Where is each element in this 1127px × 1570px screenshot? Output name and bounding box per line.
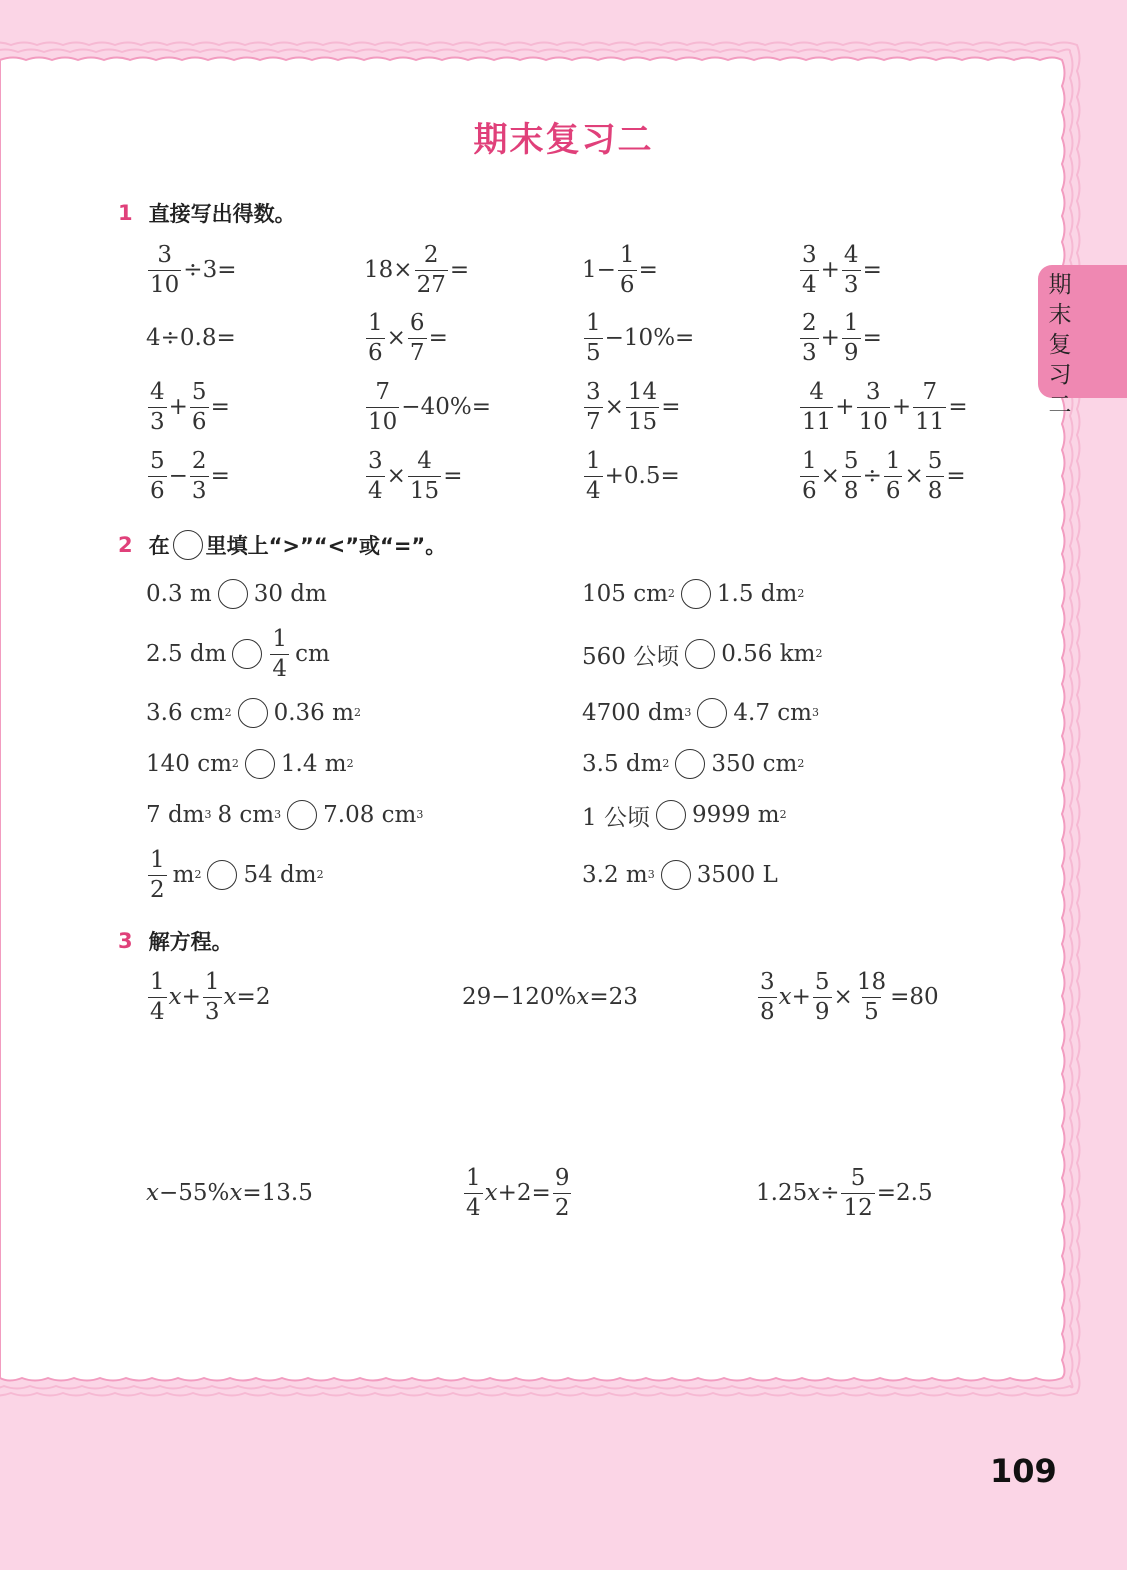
compare-problem: 3.2 m 3 3500 L [582, 862, 778, 888]
answer-circle[interactable] [697, 698, 727, 728]
fraction: $\frac{1}{2}$ [150, 846, 165, 903]
fraction: $\frac{5}{6}$ [150, 447, 165, 504]
section-number: 3 [118, 929, 133, 953]
fraction: $\frac{3}{10}$ [858, 378, 888, 435]
answer-circle[interactable] [218, 579, 248, 609]
answer-circle[interactable] [685, 639, 715, 669]
fraction: $\frac{5}{9}$ [814, 968, 830, 1025]
fraction: $\frac{4}{11}$ [802, 378, 832, 435]
fraction: $\frac{1}{4}$ [272, 625, 288, 682]
compare-problem: 1 公顷 9999 m 2 [582, 802, 787, 831]
section-1-heading [118, 198, 296, 228]
arith-problem: 1 − $\frac{1}{6}$ = [582, 241, 658, 298]
answer-circle[interactable] [287, 800, 317, 830]
fraction: $\frac{6}{7}$ [409, 309, 425, 366]
section-number: 1 [118, 201, 133, 225]
fraction: $\frac{7}{11}$ [915, 378, 945, 435]
answer-circle[interactable] [675, 749, 705, 779]
answer-circle[interactable] [245, 749, 275, 779]
answer-circle[interactable] [232, 639, 262, 669]
equation: $\frac{1}{4}$ x + 2 = $\frac{9}{2}$ [466, 1164, 570, 1221]
arith-problem: $\frac{1}{6}$ × $\frac{6}{7}$ = [368, 309, 448, 366]
arith-problem: $\frac{2}{3}$ + $\frac{1}{9}$ = [802, 309, 882, 366]
arith-problem: $\frac{1}{4}$ + 0.5 = [586, 447, 680, 504]
fraction: $\frac{3}{8}$ [760, 968, 775, 1025]
fraction: $\frac{7}{10}$ [368, 378, 398, 435]
section-2-heading [118, 530, 446, 560]
fraction: $\frac{3}{10}$ [150, 241, 180, 298]
fraction: $\frac{5}{8}$ [927, 447, 943, 504]
arith-problem: 18 × $\frac{2}{27}$ = [364, 241, 470, 298]
arith-problem: $\frac{4}{11}$ + $\frac{3}{10}$ + $\frac{7}{11}$ = [802, 378, 968, 435]
equation: 1.25 x ÷ $\frac{5}{12}$ = 2.5 [756, 1164, 933, 1221]
arith-problem: $\frac{4}{3}$ + $\frac{5}{6}$ = [150, 378, 230, 435]
answer-circle[interactable] [207, 860, 237, 890]
fraction: $\frac{18}{5}$ [856, 968, 887, 1025]
compare-problem: 7 dm 3 8 cm 3 7.08 cm 3 [146, 802, 424, 828]
fraction: $\frac{1}{6}$ [802, 447, 817, 504]
equation: $\frac{3}{8}$ x + $\frac{5}{9}$ × $\frac{18}{5}$ = 80 [760, 968, 939, 1025]
fraction: $\frac{14}{15}$ [627, 378, 658, 435]
fraction: $\frac{4}{15}$ [409, 447, 440, 504]
compare-problem: 140 cm 2 1.4 m 2 [146, 751, 354, 777]
fraction: $\frac{1}{4}$ [466, 1164, 481, 1221]
arith-problem: $\frac{7}{10}$ − 40% = [368, 378, 491, 435]
arith-problem: $\frac{3}{7}$ × $\frac{14}{15}$ = [586, 378, 681, 435]
compare-problem: $\frac{1}{2}$ m 2 54 dm 2 [150, 846, 324, 903]
equation: 29 − 120% x = 23 [462, 984, 638, 1010]
fraction: $\frac{1}{6}$ [619, 241, 635, 298]
fraction: $\frac{4}{3}$ [843, 241, 859, 298]
compare-problem: 3.5 dm 2 350 cm 2 [582, 751, 805, 777]
page-number: 109 [990, 1452, 1057, 1490]
fraction: $\frac{2}{27}$ [416, 241, 446, 298]
page-title: 期末复习二 [473, 120, 654, 160]
compare-problem: 3.6 cm 2 0.36 m 2 [146, 700, 361, 726]
fraction: $\frac{3}{7}$ [586, 378, 601, 435]
arith-problem: $\frac{3}{4}$ + $\frac{4}{3}$ = [802, 241, 882, 298]
compare-problem: 105 cm 2 1.5 dm 2 [582, 581, 805, 607]
compare-problem: 4700 dm 3 4.7 cm 3 [582, 700, 819, 726]
arith-problem: $\frac{3}{4}$ × $\frac{4}{15}$ = [368, 447, 463, 504]
side-tab-label: 期末复习二 [1048, 272, 1072, 418]
fraction: $\frac{1}{6}$ [885, 447, 901, 504]
fraction: $\frac{2}{3}$ [802, 309, 817, 366]
arith-problem: 4 ÷ 0.8 = [146, 325, 236, 351]
compare-problem: 0.3 m 30 dm [146, 581, 327, 607]
fraction: $\frac{9}{2}$ [554, 1164, 570, 1221]
arith-problem: $\frac{5}{6}$ − $\frac{2}{3}$ = [150, 447, 230, 504]
section-instruction: 解方程。 [148, 930, 233, 954]
equation: $\frac{1}{4}$ x + $\frac{1}{3}$ x = 2 [150, 968, 271, 1025]
fraction: $\frac{5}{12}$ [843, 1164, 873, 1221]
answer-circle[interactable] [656, 800, 686, 830]
fraction: $\frac{1}{6}$ [368, 309, 383, 366]
section-number: 2 [118, 533, 133, 557]
fraction: $\frac{1}{5}$ [586, 309, 601, 366]
fraction: $\frac{1}{4}$ [586, 447, 601, 504]
fraction: $\frac{4}{3}$ [150, 378, 165, 435]
arith-problem: $\frac{3}{10}$ ÷ 3 = [150, 241, 237, 298]
section-instruction-start: 在 [148, 534, 170, 558]
fraction: $\frac{1}{9}$ [843, 309, 859, 366]
fraction: $\frac{3}{4}$ [802, 241, 817, 298]
fraction: $\frac{1}{3}$ [204, 968, 220, 1025]
equation: x − 55% x = 13.5 [146, 1180, 313, 1206]
fraction: $\frac{1}{4}$ [150, 968, 165, 1025]
compare-problem: 2.5 dm $\frac{1}{4}$ cm [146, 625, 330, 682]
answer-circle[interactable] [661, 860, 691, 890]
section-instruction: 直接写出得数。 [148, 202, 296, 226]
fraction: $\frac{5}{8}$ [843, 447, 859, 504]
arith-problem: $\frac{1}{5}$ − 10% = [586, 309, 695, 366]
fraction: $\frac{5}{6}$ [191, 378, 207, 435]
section-3-heading [118, 926, 233, 956]
fraction: $\frac{2}{3}$ [191, 447, 207, 504]
section-instruction-end: 里填上“>”“<”或“=”。 [205, 534, 447, 558]
answer-circle[interactable] [238, 698, 268, 728]
answer-circle[interactable] [681, 579, 711, 609]
fraction: $\frac{3}{4}$ [368, 447, 383, 504]
circle-icon [173, 530, 203, 560]
compare-problem: 560 公顷 0.56 km 2 [582, 641, 823, 670]
arith-problem: $\frac{1}{6}$ × $\frac{5}{8}$ ÷ $\frac{1}{6}$ × $\frac{5}{8}$ = [802, 447, 966, 504]
